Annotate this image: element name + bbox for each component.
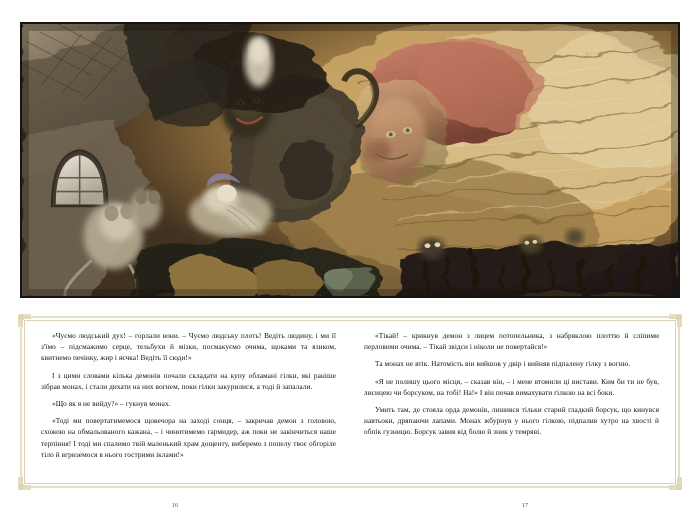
- two-column-text-area: [25, 321, 675, 483]
- paragraph: «Що як я не вийду?» – гукнув монах.: [52, 399, 171, 409]
- paragraph: «Я не полишу цього місця, – сказав він, – і мене втомили ці вистави. Ким би ти не був, лисицею чи борсуком, на тобі! На!» І він почав вимахувати гілкою на всі боки.: [364, 376, 659, 397]
- left-page-text-column: [41, 330, 336, 475]
- paragraph: Умить там, де стояла орда демонів, лишився тільки старий гладкий борсук, що кинувся навтьоки, дряпаючи лапами. Монах жбурнув у нього гілкою, підпалив хутро на хвості й обпік гузницю. Борсук завив від болю й зник у темряві.: [364, 405, 659, 437]
- demons-attacking-monk-illustration: [22, 24, 678, 296]
- illustration-frame: [20, 22, 680, 298]
- paragraph: «Тоді ми повертатимемося щовечора на заході сонця, – закричав демон з головою, схожою на обмальованого кажана, – і чинитимемо гармидер, аж поки не закінчиться наше терпіння! І тоді ми спалимо твій маленький храм дощенту, виберемо з попелу твоє обгоріле тіло й вгриземося в нього гострими іклами!»: [41, 416, 336, 459]
- paragraph: «Тікай! – крикнув демон з лицем потопельника, з набряклою плоттю й сліпими перловими очима. – Тікай звідси і ніколи не повертайся!»: [364, 331, 659, 352]
- page-number-left: 16: [171, 503, 179, 509]
- paragraph: «Чуємо людський дух! – горлали вони. – Чуємо людську плоть! Ведіть людину, і ми її з'їмо – підсмажимо серце, тельбухи й мізки, посмакуємо очима, щоками та язиком, квитнемо печінку, жир і яєчка! Ведіть її сюди!»: [41, 331, 336, 363]
- page-number-right: 17: [521, 503, 529, 509]
- text-block-frame: [24, 320, 676, 484]
- paragraph: Та монах не втік. Натомість він вийшов у двір і вийняв підпалену гілку з вогню.: [375, 359, 631, 369]
- right-page-text-column: [364, 330, 659, 475]
- paragraph: І з цими словами кілька демонів почали складати на купу обламані гілки, які раніше зібрав монах, і стали дихати на них вогнем, поки гілки закурилися, а тоді й запалали.: [41, 370, 336, 391]
